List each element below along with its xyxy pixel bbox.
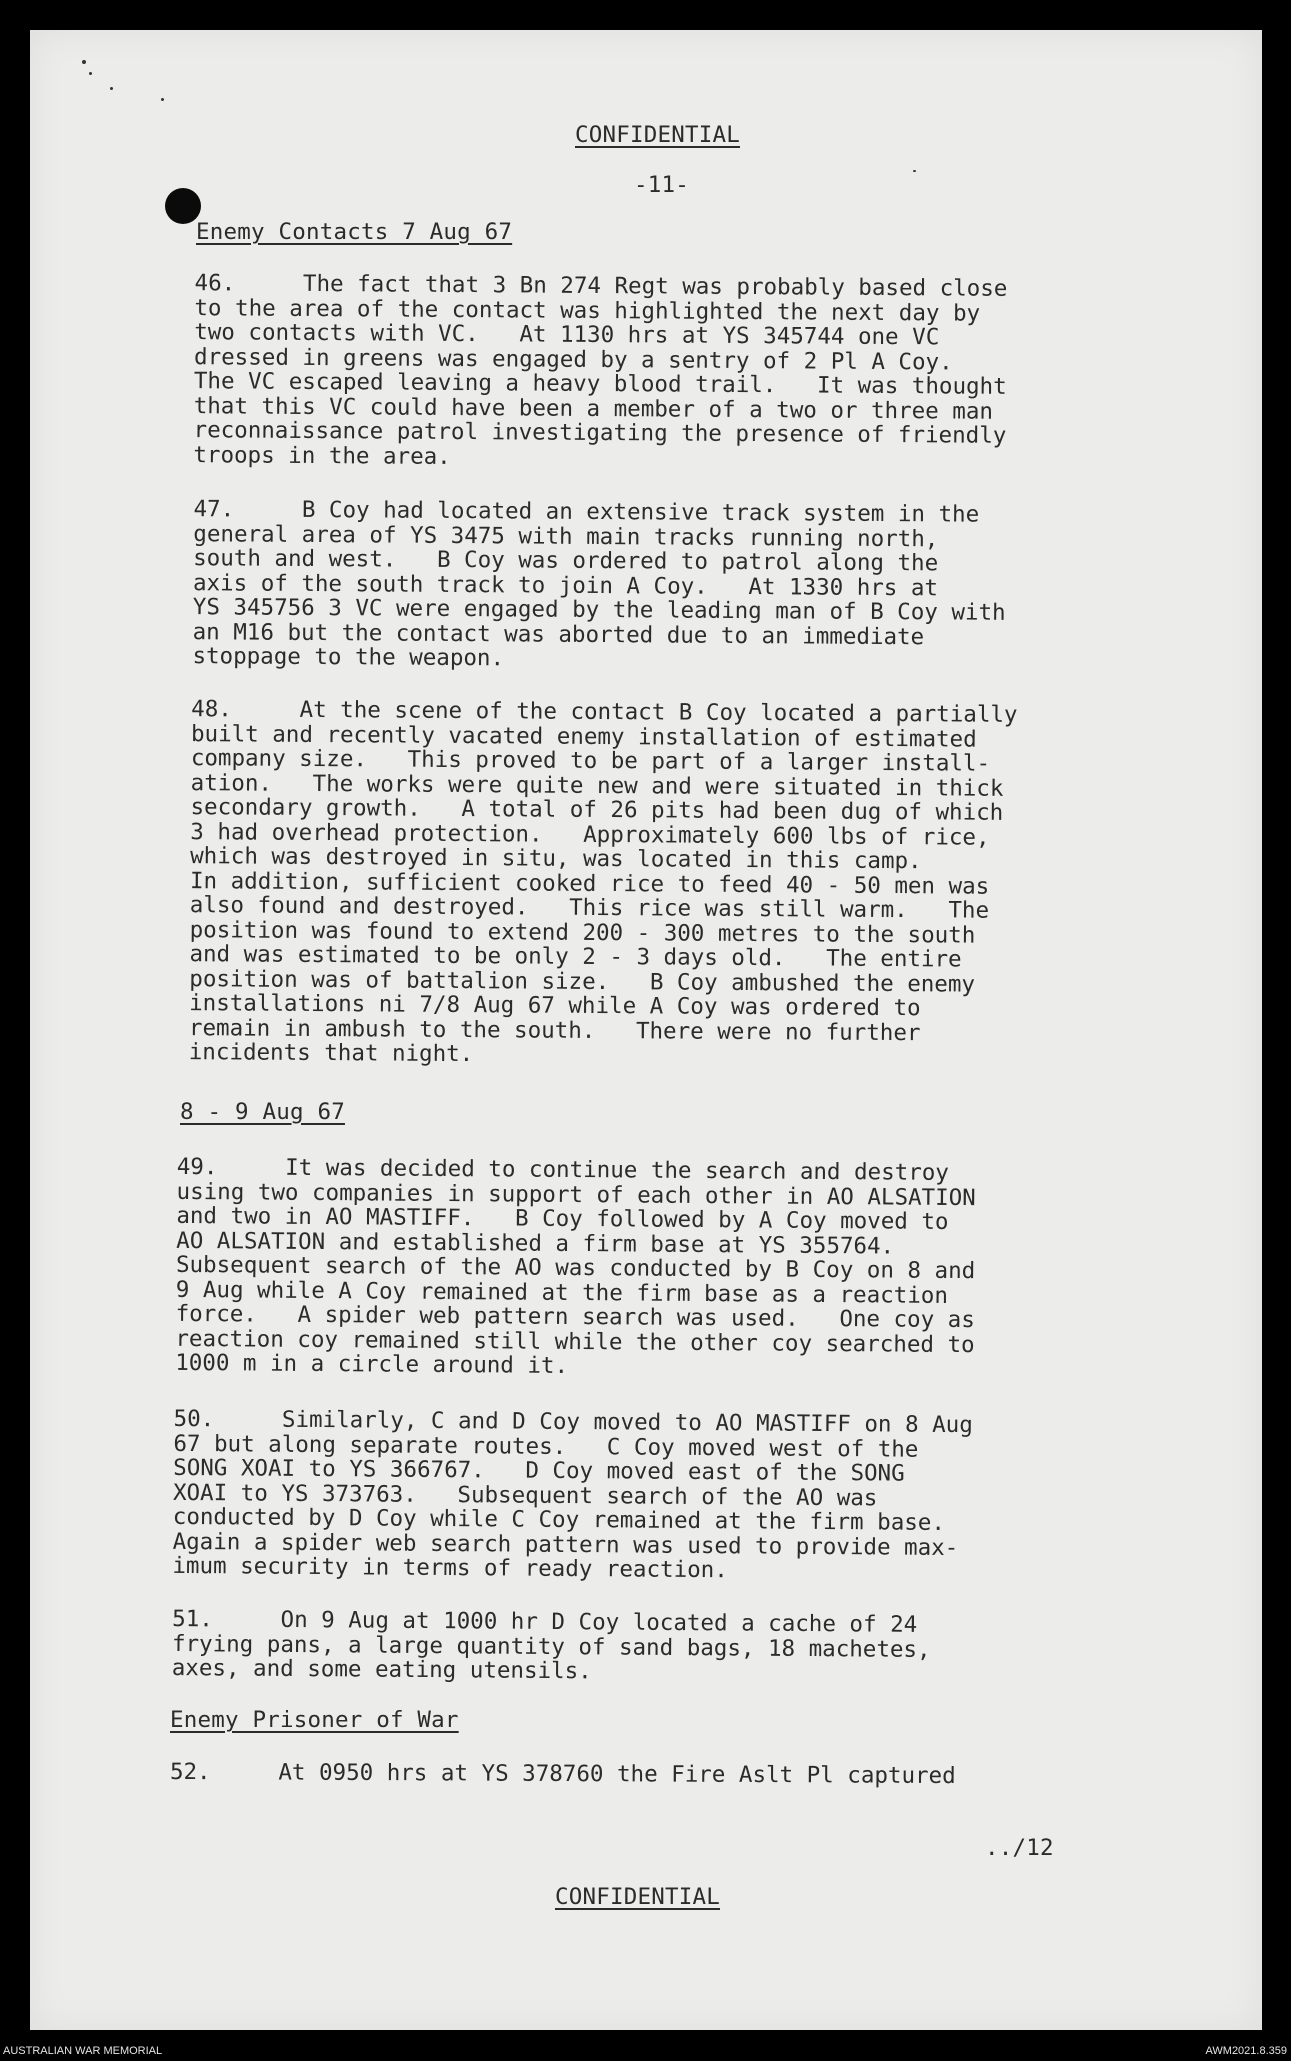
paragraph-51 bbox=[172, 1607, 931, 1686]
text-line: that this VC could have been a member of a two or three man bbox=[193, 392, 994, 425]
paragraph-49 bbox=[175, 1155, 976, 1382]
text-line: and was estimated to be only 2 - 3 days old. The entire bbox=[189, 941, 962, 973]
text-line: YS 345756 3 VC were engaged by the leading man of B Coy with bbox=[192, 594, 1006, 626]
text-line: 49. It was decided to continue the search and destroy bbox=[176, 1153, 950, 1186]
text-line: 3 had overhead protection. Approximately 600 lbs of rice, bbox=[190, 818, 990, 851]
text-line: general area of YS 3475 with main tracks running north, bbox=[193, 520, 939, 552]
text-line: built and recently vacated enemy installation of estimated bbox=[190, 720, 977, 753]
paragraph-50 bbox=[172, 1407, 973, 1585]
archive-institution: AUSTRALIAN WAR MEMORIAL bbox=[3, 2045, 163, 2057]
text-line: axes, and some eating utensils. bbox=[171, 1655, 592, 1685]
text-line: and two in AO MASTIFF. B Coy followed by A Coy moved to bbox=[176, 1202, 949, 1235]
speck bbox=[913, 170, 916, 172]
text-line: an M16 but the contact was aborted due to an immediate bbox=[192, 618, 925, 650]
text-line: force. A spider web pattern search was used. One coy as bbox=[175, 1300, 975, 1334]
text-line: frying pans, a large quantity of sand bags, 18 machetes, bbox=[171, 1630, 931, 1663]
text-line: AO ALSATION and established a firm base at YS 355764. bbox=[176, 1227, 895, 1260]
text-line: also found and destroyed. This rice was still warm. The bbox=[189, 892, 990, 924]
text-line: ation. The works were quite new and were situated in thick bbox=[190, 769, 1004, 802]
document-page bbox=[30, 30, 1262, 2030]
text-line: position was of battalion size. B Coy ambushed the enemy bbox=[189, 965, 976, 998]
continuation-marker: ../12 bbox=[985, 1835, 1054, 1861]
text-line: 48. At the scene of the contact B Coy located a partially bbox=[191, 696, 1018, 728]
text-line: secondary growth. A total of 26 pits had been dug of which bbox=[190, 794, 1004, 826]
speck bbox=[89, 72, 92, 75]
text-line: stoppage to the weapon. bbox=[192, 643, 505, 672]
text-line: In addition, sufficient cooked rice to feed 40 - 50 men was bbox=[189, 867, 990, 900]
text-line: dressed in greens was engaged by a sentry of 2 Pl A Coy. bbox=[194, 343, 953, 375]
text-line: 46. The fact that 3 Bn 274 Regt was probably based close bbox=[194, 270, 1008, 302]
classification-footer: CONFIDENTIAL bbox=[555, 1884, 720, 1910]
text-line: incidents that night. bbox=[188, 1039, 474, 1068]
classification-header: CONFIDENTIAL bbox=[575, 122, 740, 148]
text-line: 67 but along separate routes. C Coy moved west of the bbox=[173, 1430, 919, 1463]
text-line: installations ni 7/8 Aug 67 while A Coy was ordered to bbox=[189, 990, 921, 1022]
text-line: conducted by D Coy while C Coy remained at the firm base. bbox=[172, 1503, 946, 1536]
text-line: 51. On 9 Aug at 1000 hr D Coy located a cache of 24 bbox=[172, 1606, 918, 1638]
archive-reference: AWM2021.8.359 bbox=[1205, 2045, 1287, 2057]
text-line: 47. B Coy had located an extensive track system in the bbox=[193, 496, 980, 528]
text-line: using two companies in support of each other in AO ALSATION bbox=[176, 1178, 976, 1211]
text-line: reaction coy remained still while the other coy searched to bbox=[175, 1325, 975, 1358]
text-line: reconnaissance patrol investigating the presence of friendly bbox=[193, 417, 1007, 449]
section-heading-aug: 8 - 9 Aug 67 bbox=[180, 1099, 345, 1125]
text-line: company size. This proved to be part of a larger install- bbox=[190, 745, 991, 777]
text-line: SONG XOAI to YS 366767. D Coy moved east of the SONG bbox=[173, 1454, 905, 1487]
text-line: south and west. B Coy was ordered to patrol along the bbox=[193, 545, 939, 577]
paragraph-48 bbox=[189, 697, 1018, 1070]
speck bbox=[82, 60, 86, 64]
text-line: 1000 m in a circle around it. bbox=[175, 1349, 569, 1379]
text-line: 50. Similarly, C and D Coy moved to AO MASTIFF on 8 Aug bbox=[173, 1405, 973, 1439]
speck bbox=[161, 98, 164, 101]
text-line: imum security in terms of ready reaction. bbox=[172, 1552, 728, 1584]
text-line: The VC escaped leaving a heavy blood trail. It was thought bbox=[193, 368, 1007, 400]
text-line: which was destroyed in situ, was located in this camp. bbox=[190, 843, 922, 875]
text-line: Again a spider web search pattern was used to provide max- bbox=[172, 1528, 959, 1561]
paragraph-46 bbox=[193, 271, 1007, 473]
text-line: two contacts with VC. At 1130 hrs at YS 345744 one VC bbox=[194, 319, 940, 351]
text-line: XOAI to YS 373763. Subsequent search of the AO was bbox=[172, 1479, 878, 1511]
paragraph-52 bbox=[170, 1760, 956, 1789]
paragraph-47 bbox=[192, 497, 1006, 674]
section-heading-contacts: Enemy Contacts 7 Aug 67 bbox=[196, 219, 513, 245]
text-line: axis of the south track to join A Coy. At 1330 hrs at bbox=[192, 569, 939, 601]
text-line: to the area of the contact was highlighted the next day by bbox=[194, 294, 981, 327]
text-line: Subsequent search of the AO was conducted by B Coy on 8 and bbox=[175, 1251, 976, 1285]
text-line: 9 Aug while A Coy remained at the firm base as a reaction bbox=[175, 1276, 949, 1309]
speck bbox=[110, 87, 113, 90]
text-line: troops in the area. bbox=[193, 441, 451, 470]
text-line: position was found to extend 200 - 300 metres to the south bbox=[189, 916, 976, 949]
text-line: remain in ambush to the south. There were no further bbox=[188, 1014, 921, 1046]
text-line: 52. At 0950 hrs at YS 378760 the Fire Aslt Pl captured bbox=[169, 1758, 956, 1790]
page-number: -11- bbox=[634, 172, 689, 198]
section-heading-pow: Enemy Prisoner of War bbox=[170, 1707, 459, 1733]
